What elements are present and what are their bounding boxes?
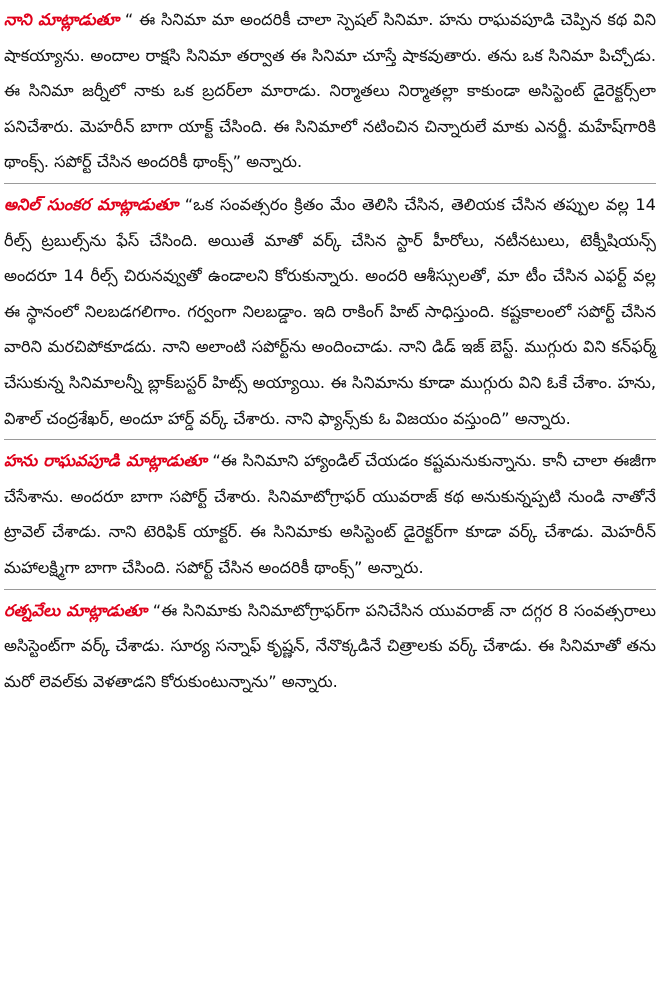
speaker-name: అనిల్ సుంకర మాట్లాడుతూ	[4, 194, 179, 214]
divider	[4, 589, 656, 590]
paragraph-text: “ ఈ సినిమా మా అందరికీ చాలా స్పెషల్ సినిమా. హను రాఘవపూడి చెప్పిన కథ విని షాకయ్యాను. అందాల రాక్షసి సినిమా తర్వాత ఈ సినిమా చూస్తే షాకవుతారు. తను ఒక సినిమా పిచ్చోడు. ఈ సినిమా జర్నీలో నాకు ఒక బ్రదర్‌లా మారాడు. నిర్మాతలు నిర్మాతల్లా కాకుండా అసిస్టెంట్ డైరెక్టర్స్‌లా పనిచేశారు. మెహరీన్ బాగా యాక్ట్ చేసింది. ఈ సినిమాలో నటించిన చిన్నారులే మాకు ఎనర్జీ. మహేష్‌గారికి థాంక్స్. సపోర్ట్ చేసిన అందరికీ థాంక్స్” అన్నారు.	[4, 10, 656, 172]
paragraph-text: “ఈ సినిమాకు సినిమాటోగ్రాఫర్‌గా పనిచేసిన యువరాజ్ నా దగ్గర 8 సంవత్సరాలు అసిస్టెంట్‌గా వర్క్ చేశాడు. సూర్య సన్నాఫ్ కృష్ణన్, నేనొక్కడినే చిత్రాలకు వర్క్ చేశాడు. ఈ సినిమాతో తను మరో లెవల్‌కు వెళతాడని కోరుకుంటున్నాను” అన్నారు.	[4, 600, 656, 691]
speaker-name: రత్నవేలు మాట్లాడుతూ	[4, 600, 148, 620]
paragraph-hanu-raghavapudi	[4, 443, 656, 585]
paragraph-anil-sunkara	[4, 187, 656, 436]
paragraph-text: “ఒక సంవత్సరం క్రితం మేం తెలిసి చేసిన, తెలియక చేసిన తప్పుల వల్ల 14 రీల్స్ ట్రబుల్స్‌ను ఫేస్ చేసింది. అయితే మాతో వర్క్ చేసిన స్టార్ హీరోలు, నటీనటులు, టెక్నీషియన్స్ అందరూ 14 రీల్స్ చిరునవ్వుతో ఉండాలని కోరుకున్నారు. అందరి ఆశీస్సులతో, మా టీం చేసిన ఎఫర్ట్ వల్ల ఈ స్థానంలో నిలబడగలిగాం. గర్వంగా నిలబడ్డాం. ఇది రాకింగ్ హిట్ సాధిస్తుంది. కష్టకాలంలో సపోర్ట్ చేసిన వారిని మరచిపోకూడదు. నాని అలాంటి సపోర్ట్‌ను అందించాడు. నాని డిడ్ ఇజ్ బెస్ట్. ముగ్గురు విని కన్‌ఫర్మ్ చేసుకున్న సినిమాలన్నీ బ్లాక్‌బస్టర్ హిట్స్ అయ్యాయి. ఈ సినిమాను కూడా ముగ్గురు విని ఓకే చేశాం. హను, విశాల్ చంద్రశేఖర్, అందూ హార్డ్ వర్క్ చేశారు. నాని ఫ్యాన్స్‌కు ఓ విజయం వస్తుంది” అన్నారు.	[4, 194, 656, 428]
speaker-name: నాని మాట్లాడుతూ	[4, 10, 120, 29]
paragraph-text: “ఈ సినిమాని హ్యాండిల్ చేయడం కష్టమనుకున్నాను. కానీ చాలా ఈజీగా చేసేశాను. అందరూ బాగా సపోర్ట్ చేశారు. సినిమాటోగ్రాఫర్ యువరాజ్ కథ అనుకున్నప్పటి నుండి నాతోనే ట్రావెల్ చేశాడు. నాని టెరిఫిక్ యాక్టర్. ఈ సినిమాకు అసిస్టెంట్ డైరెక్టర్‌గా కూడా వర్క్ చేశాడు. మెహరీన్ మహాలక్ష్మిగా బాగా చేసింది. సపోర్ట్ చేసిన అందరికీ థాంక్స్” అన్నారు.	[4, 451, 656, 577]
paragraph-nani	[4, 2, 656, 180]
divider	[4, 183, 656, 184]
divider	[4, 439, 656, 440]
speaker-name: హను రాఘవపూడి మాట్లాడుతూ	[4, 451, 207, 471]
paragraph-ratnavelu	[4, 593, 656, 700]
